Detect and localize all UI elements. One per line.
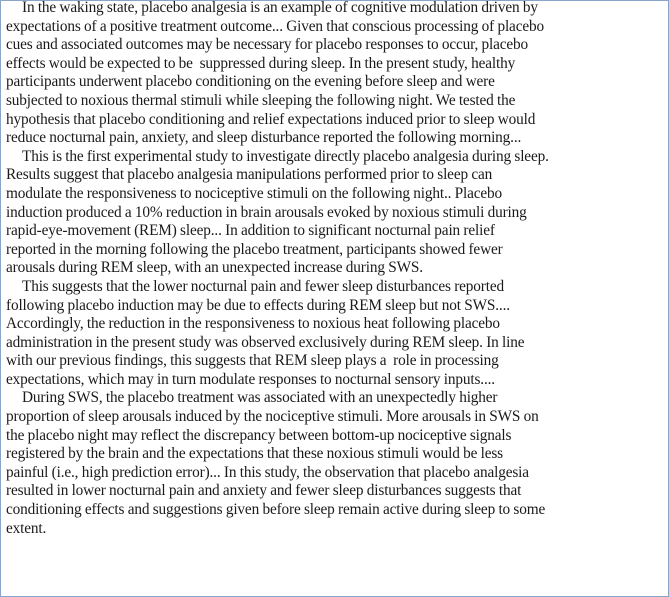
- text-line: expectations, which may in turn modulate responses to nocturnal sensory inputs....: [6, 370, 495, 388]
- text-line: induction produced a 10% reduction in brain arousals evoked by noxious stimuli during: [6, 203, 527, 221]
- text-line: reported in the morning following the placebo treatment, participants showed fewer: [6, 240, 503, 258]
- text-line: registered by the brain and the expectations that these noxious stimuli would be less: [6, 445, 503, 463]
- text-line: effects would be expected to be suppressed during sleep. In the present study, healthy: [6, 54, 516, 72]
- text-line: cues and associated outcomes may be necessary for placebo responses to occur, placebo: [6, 36, 529, 54]
- text-line: reduce nocturnal pain, anxiety, and sleep disturbance reported the following morning...: [6, 129, 522, 147]
- text-line: subjected to noxious thermal stimuli while sleeping the following night. We tested the: [6, 91, 516, 109]
- text-line: participants underwent placebo conditioning on the evening before sleep and were: [6, 73, 495, 91]
- paragraph-first-line: This is the first experimental study to investigate directly placebo analgesia during sleep.: [22, 147, 549, 165]
- document-body: [6, 0, 668, 538]
- text-line: following placebo induction may be due to effects during REM sleep but not SWS....: [6, 296, 510, 314]
- text-line: modulate the responsiveness to nociceptive stimuli on the following night.. Placebo: [6, 184, 503, 202]
- text-line: the placebo night may reflect the discrepancy between bottom-up nociceptive signals: [6, 426, 512, 444]
- text-line: hypothesis that placebo conditioning and relief expectations induced prior to sleep would: [6, 110, 536, 128]
- text-line: extent.: [6, 519, 47, 537]
- text-line: resulted in lower nocturnal pain and anxiety and fewer sleep disturbances suggests that: [6, 482, 522, 500]
- text-line: administration in the present study was observed exclusively during REM sleep. In line: [6, 333, 525, 351]
- text-line: conditioning effects and suggestions given before sleep remain active during sleep to some: [6, 501, 546, 519]
- paragraph-first-line: During SWS, the placebo treatment was associated with an unexpectedly higher: [22, 389, 498, 407]
- text-line: painful (i.e., high prediction error)... In this study, the observation that placebo analgesia: [6, 463, 529, 481]
- text-line: Results suggest that placebo analgesia manipulations performed prior to sleep can: [6, 166, 493, 184]
- text-line: Accordingly, the reduction in the responsiveness to noxious heat following placebo: [6, 315, 500, 333]
- text-line: with our previous findings, this suggests that REM sleep plays a role in processing: [6, 352, 499, 370]
- text-line: rapid-eye-movement (REM) sleep... In addition to significant nocturnal pain relief: [6, 222, 495, 240]
- text-line: proportion of sleep arousals induced by the nociceptive stimuli. More arousals in SWS on: [6, 408, 539, 426]
- paragraph-first-line: This suggests that the lower nocturnal pain and fewer sleep disturbances reported: [22, 277, 504, 295]
- text-line: arousals during REM sleep, with an unexpected increase during SWS.: [6, 259, 423, 277]
- paragraph-first-line: In the waking state, placebo analgesia is an example of cognitive modulation driven by: [22, 0, 538, 16]
- text-line: expectations of a positive treatment outcome... Given that conscious processing of placebo: [6, 17, 544, 35]
